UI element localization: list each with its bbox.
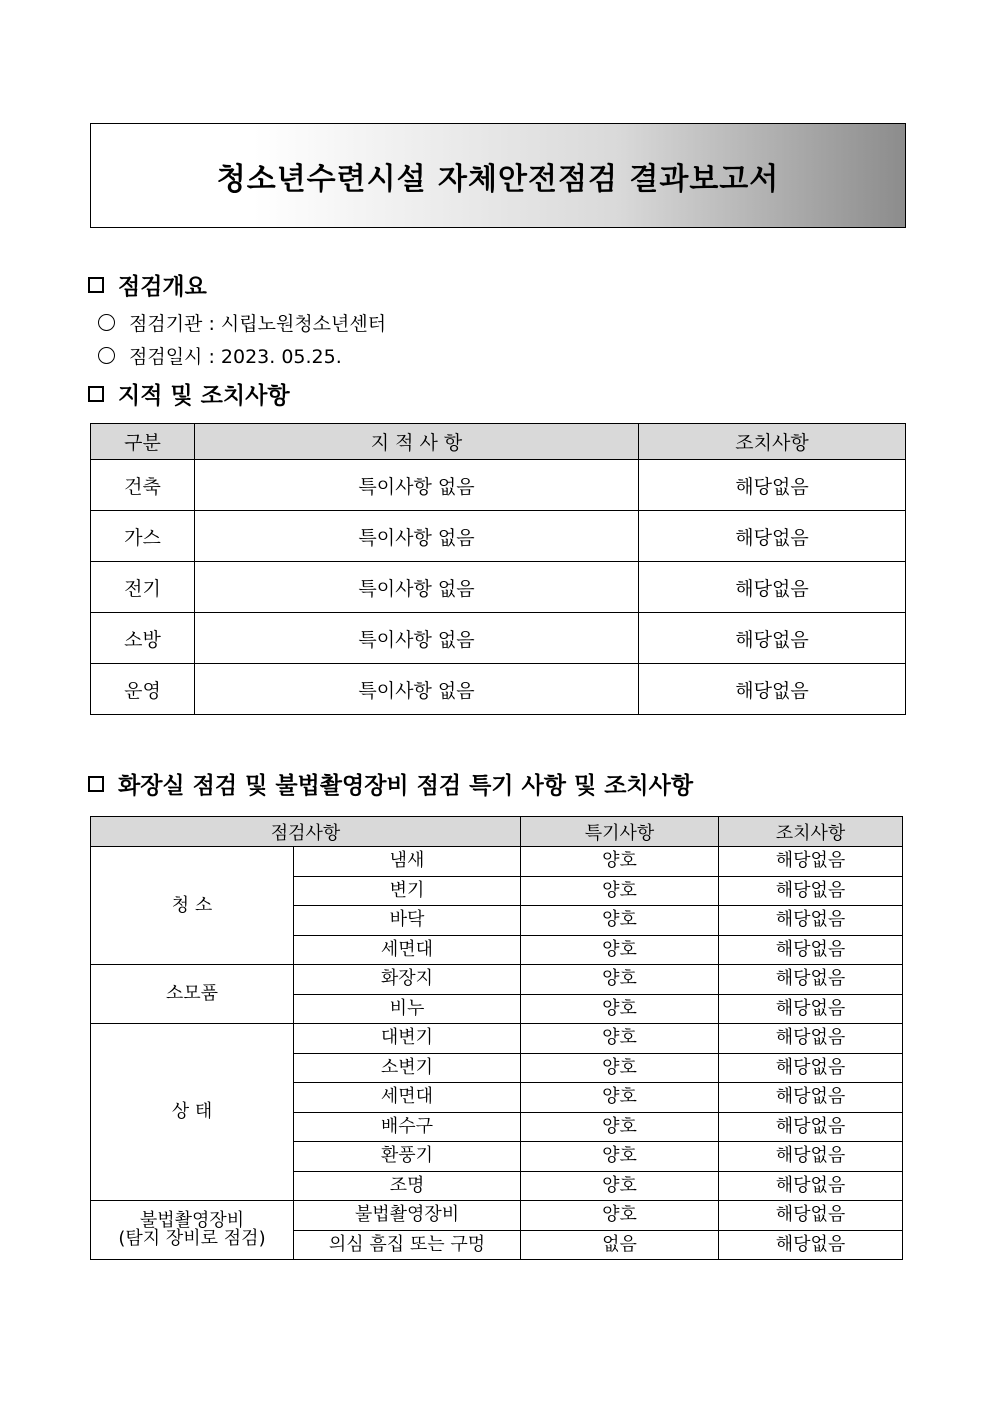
table-cell: 해당없음	[719, 1112, 903, 1142]
column-header: 조치사항	[639, 424, 906, 460]
table-cell: 해당없음	[719, 1201, 903, 1231]
report-title: 청소년수련시설 자체안전점검 결과보고서	[216, 161, 780, 197]
square-bullet-icon	[88, 277, 104, 293]
table-cell: 해당없음	[719, 1024, 903, 1054]
overview-heading: 점검개요	[88, 268, 207, 301]
table-cell: 양호	[521, 1201, 719, 1231]
table-cell: 양호	[521, 847, 719, 877]
table-cell: 해당없음	[639, 664, 906, 715]
table-cell: 해당없음	[719, 965, 903, 995]
table-cell: 의심 흠집 또는 구멍	[294, 1230, 521, 1260]
group-cell: 소모품	[91, 965, 294, 1024]
table-cell: 양호	[521, 1024, 719, 1054]
table-cell: 대변기	[294, 1024, 521, 1054]
table-cell: 양호	[521, 965, 719, 995]
table-cell: 변기	[294, 876, 521, 906]
table-cell: 조명	[294, 1171, 521, 1201]
column-header: 지 적 사 항	[195, 424, 639, 460]
table-cell: 환풍기	[294, 1142, 521, 1172]
column-header: 특기사항	[521, 817, 719, 847]
table-cell: 배수구	[294, 1112, 521, 1142]
table-cell: 양호	[521, 906, 719, 936]
table-row	[91, 847, 903, 877]
table-cell: 특이사항 없음	[195, 664, 639, 715]
table-cell: 해당없음	[639, 562, 906, 613]
table-cell: 해당없음	[719, 1171, 903, 1201]
table-cell: 전기	[91, 562, 195, 613]
table-cell: 특이사항 없음	[195, 460, 639, 511]
table-cell: 양호	[521, 1142, 719, 1172]
table-row	[91, 511, 906, 562]
restroom-heading: 화장실 점검 및 불법촬영장비 점검 특기 사항 및 조치사항	[88, 767, 693, 800]
table-cell: 운영	[91, 664, 195, 715]
table-cell: 해당없음	[719, 1230, 903, 1260]
table-cell: 해당없음	[719, 1083, 903, 1113]
overview-item-date: 점검일시 : 2023. 05.25.	[98, 342, 342, 369]
table-cell: 세면대	[294, 935, 521, 965]
restroom-table	[90, 816, 903, 1260]
table-cell: 해당없음	[719, 847, 903, 877]
table-row	[91, 1024, 903, 1054]
overview-item-agency: 점검기관 : 시립노원청소년센터	[98, 309, 386, 336]
column-header: 구분	[91, 424, 195, 460]
table-cell: 양호	[521, 935, 719, 965]
table-cell: 해당없음	[719, 994, 903, 1024]
table-cell: 소방	[91, 613, 195, 664]
table-header-row	[91, 424, 906, 460]
circle-bullet-icon	[98, 347, 115, 364]
table-cell: 소변기	[294, 1053, 521, 1083]
table-cell: 없음	[521, 1230, 719, 1260]
table-cell: 화장지	[294, 965, 521, 995]
table-cell: 양호	[521, 1053, 719, 1083]
table-cell: 해당없음	[719, 906, 903, 936]
table-cell: 양호	[521, 1171, 719, 1201]
group-cell: 청 소	[91, 847, 294, 965]
table-cell: 특이사항 없음	[195, 511, 639, 562]
table-cell: 가스	[91, 511, 195, 562]
findings-table	[90, 423, 906, 715]
table-cell: 세면대	[294, 1083, 521, 1113]
findings-heading: 지적 및 조치사항	[88, 377, 290, 410]
table-cell: 해당없음	[719, 1142, 903, 1172]
group-cell: 상 태	[91, 1024, 294, 1201]
table-cell: 해당없음	[719, 876, 903, 906]
group-cell: 불법촬영장비 (탐지 장비로 점검)	[91, 1201, 294, 1260]
table-cell: 바닥	[294, 906, 521, 936]
table-cell: 해당없음	[639, 460, 906, 511]
square-bullet-icon	[88, 386, 104, 402]
table-cell: 해당없음	[639, 613, 906, 664]
table-row	[91, 460, 906, 511]
table-cell: 건축	[91, 460, 195, 511]
table-cell: 양호	[521, 876, 719, 906]
table-cell: 불법촬영장비	[294, 1201, 521, 1231]
report-title-box	[90, 123, 906, 228]
table-cell: 해당없음	[639, 511, 906, 562]
table-cell: 양호	[521, 994, 719, 1024]
table-cell: 양호	[521, 1112, 719, 1142]
table-row	[91, 562, 906, 613]
table-cell: 해당없음	[719, 1053, 903, 1083]
square-bullet-icon	[88, 776, 104, 792]
table-cell: 비누	[294, 994, 521, 1024]
table-cell: 양호	[521, 1083, 719, 1113]
table-cell: 냄새	[294, 847, 521, 877]
circle-bullet-icon	[98, 314, 115, 331]
table-cell: 특이사항 없음	[195, 613, 639, 664]
table-cell: 해당없음	[719, 935, 903, 965]
table-row	[91, 613, 906, 664]
column-header: 점검사항	[91, 817, 521, 847]
table-header-row	[91, 817, 903, 847]
table-cell: 특이사항 없음	[195, 562, 639, 613]
column-header: 조치사항	[719, 817, 903, 847]
table-row	[91, 1201, 903, 1231]
table-row	[91, 965, 903, 995]
table-row	[91, 664, 906, 715]
